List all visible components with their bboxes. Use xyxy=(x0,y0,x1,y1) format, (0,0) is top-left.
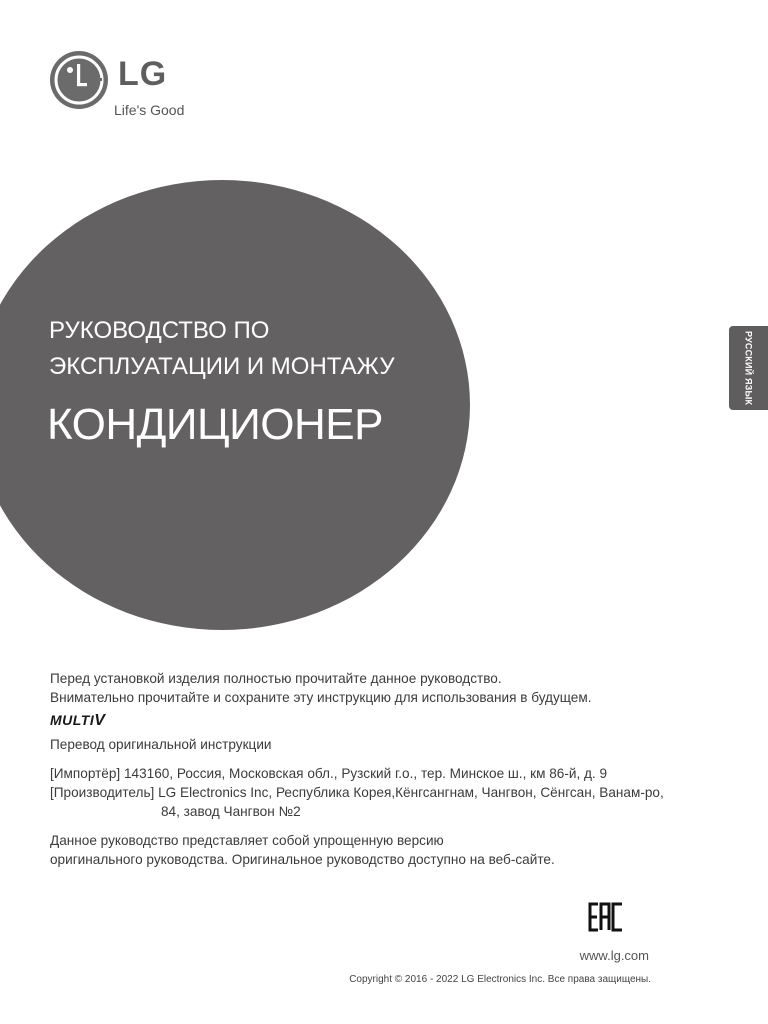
cover-subtitle-line1: РУКОВОДСТВО ПО xyxy=(49,317,270,344)
cover-title: КОНДИЦИОНЕР xyxy=(47,400,383,449)
notice-line2: Внимательно прочитайте и сохраните эту инструкцию для использования в будущем. xyxy=(50,690,592,705)
lg-logo xyxy=(49,50,209,120)
eac-mark-icon xyxy=(588,902,624,932)
cover-subtitle-line2: ЭКСПЛУАТАЦИИ И МОНТАЖУ xyxy=(49,353,395,380)
multi-v-letter: V xyxy=(94,712,106,729)
website-link[interactable]: www.lg.com xyxy=(579,948,649,963)
brand-name: LG xyxy=(118,55,168,93)
manufacturer-line2: 84, завод Чангвон №2 xyxy=(161,804,301,819)
copyright-text: Copyright © 2016 - 2022 LG Electronics Inc. Все права защищены. xyxy=(349,974,651,985)
translation-note: Перевод оригинальной инструкции xyxy=(50,737,272,752)
summary-line2: оригинального руководства. Оригинальное руководство доступно на веб-сайте. xyxy=(50,852,555,867)
importer-line1: [Импортёр] 143160, Россия, Московская обл., Рузский г.о., тер. Минское ш., км 86-й, д. 9 xyxy=(50,766,608,781)
language-tab-label: РУССКИЙ ЯЗЫК xyxy=(743,330,754,406)
multi-v-logo xyxy=(50,712,105,730)
brand-slogan: Life's Good xyxy=(114,102,185,118)
multi-v-text: MULTI xyxy=(50,712,95,728)
summary-line1: Данное руководство представляет собой упрощенную версию xyxy=(50,833,444,848)
notice-line1: Перед установкой изделия полностью прочитайте данное руководство. xyxy=(50,671,502,686)
lg-face-icon xyxy=(49,50,109,110)
manufacturer-line1: [Производитель] LG Electronics Inc, Республика Корея,Кёнгсангнам, Чангвон, Сёнгсан, Ванам-ро, xyxy=(50,785,664,800)
